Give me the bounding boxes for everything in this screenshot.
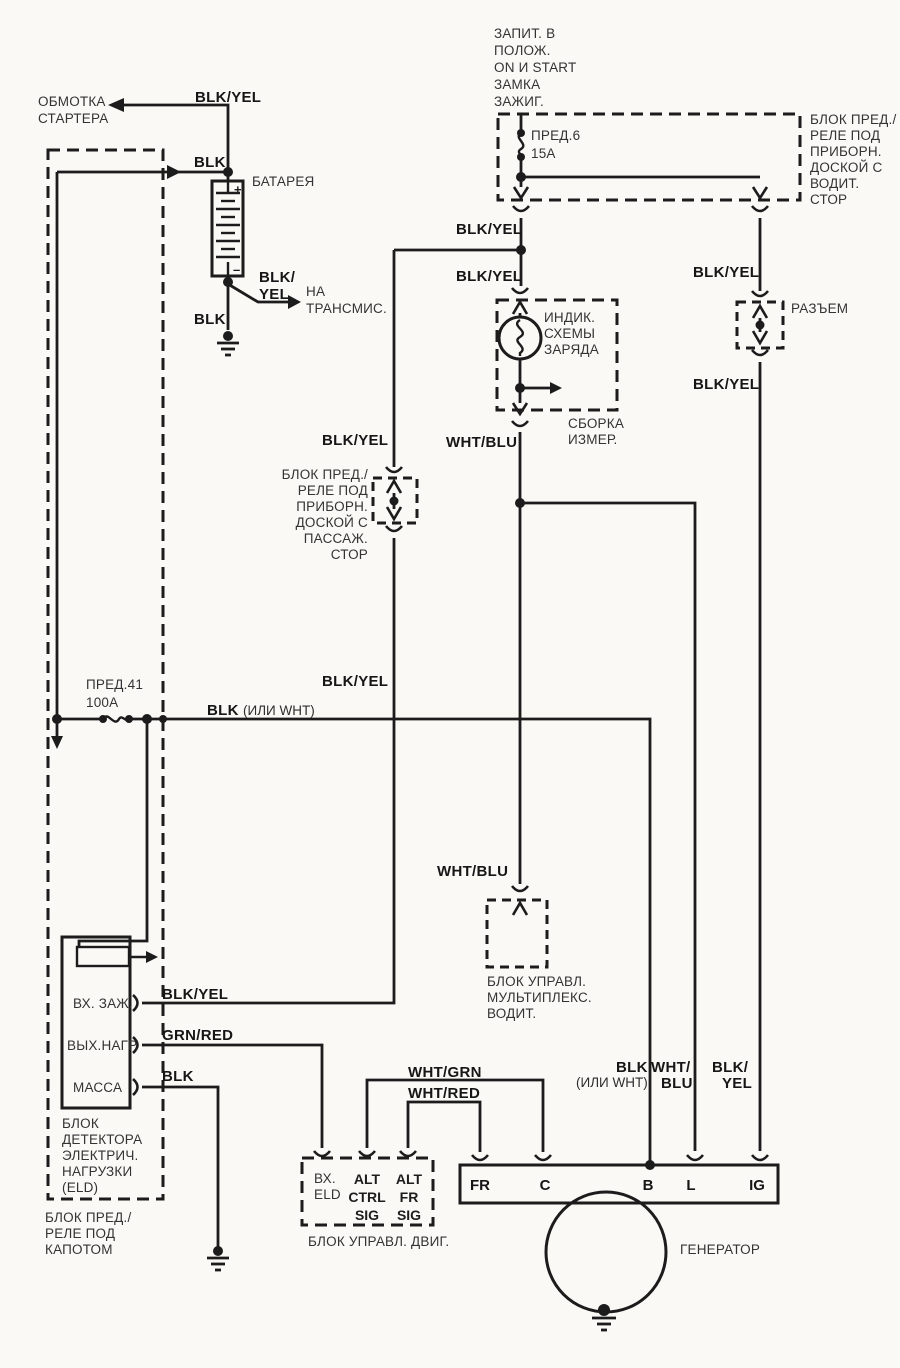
wire-eld-ground-blk <box>142 1087 218 1247</box>
ignition-source-line5: ЗАЖИГ. <box>494 94 544 109</box>
wire-label-blk-eld: BLK <box>162 1068 194 1085</box>
generator-terminal-ig: IG <box>749 1177 765 1194</box>
wire-label-wht-blu-l-2: BLU <box>661 1075 693 1092</box>
ignition-source-line4: ЗАМКА <box>494 77 541 92</box>
eld-label-line1: БЛОК <box>62 1116 99 1131</box>
wire-label-wht-blu-2: WHT/BLU <box>437 863 509 880</box>
wire-wht-red <box>408 1102 480 1152</box>
driver-box-line4: ДОСКОЙ С <box>810 160 883 175</box>
generator-terminal-box <box>460 1165 778 1203</box>
passenger-box-line2: РЕЛЕ ПОД <box>297 483 368 498</box>
wire-label-wht-blu-l-1: WHT/ <box>651 1059 691 1076</box>
passenger-box-line3: ПРИБОРН. <box>296 499 368 514</box>
wire-label-blk-yel-2: BLK/YEL <box>456 268 523 285</box>
charge-indicator-line1: ИНДИК. <box>544 310 596 325</box>
multiplex-line1: БЛОК УПРАВЛ. <box>487 974 587 989</box>
generator <box>460 1165 778 1312</box>
charge-indicator-lamp <box>499 317 541 359</box>
battery-plus-sign: + <box>234 182 242 197</box>
ecu-terminal-altctrl-line2: CTRL <box>348 1189 386 1205</box>
ignition-source-line2: ПОЛОЖ. <box>494 43 551 58</box>
fuse6-name: ПРЕД.6 <box>531 128 581 143</box>
wire-label-blk-yel-ig-2: YEL <box>722 1075 753 1092</box>
eld-label-line5: (ELD) <box>62 1180 99 1195</box>
driver-box-line2: РЕЛЕ ПОД <box>810 128 881 143</box>
ecu-terminal-altctrl-line1: ALT <box>353 1171 381 1187</box>
ecu-terminal-altfr-line2: FR <box>399 1189 419 1205</box>
generator-body <box>546 1192 666 1312</box>
wire-label-blkyel-trans-2: YEL <box>259 286 290 303</box>
wire-label-blk-yel-starter: BLK/YEL <box>195 89 262 106</box>
eld-terminal-gnd: МАССА <box>73 1080 123 1095</box>
starter-label-line2: СТАРТЕРА <box>38 111 109 126</box>
battery-minus-sign: – <box>233 262 241 277</box>
generator-terminal-c: C <box>539 1177 551 1194</box>
wire-label-or-wht-main: (ИЛИ WHT) <box>243 703 315 718</box>
driver-box-line6: СТОР <box>810 192 848 207</box>
wire-label-blk-main: BLK <box>207 702 239 719</box>
eld-terminal-load: ВЫХ.НАГР. <box>67 1038 139 1053</box>
transmission-label-line2: ТРАНСМИС. <box>306 301 387 316</box>
wire-eld-feed <box>79 719 147 947</box>
transmission-arrow <box>288 295 301 309</box>
wire-label-blk-ground: BLK <box>194 311 226 328</box>
battery <box>212 181 243 277</box>
ground-eld <box>207 1246 229 1270</box>
ecu-terminal-altctrl-line3: SIG <box>354 1207 380 1223</box>
eld-label-line3: ЭЛЕКТРИЧ. <box>62 1148 139 1163</box>
wire-label-blkyel-trans-1: BLK/ <box>259 269 296 286</box>
gauge-branch-arrow <box>550 382 562 394</box>
underhood-box-line3: КАПОТОМ <box>45 1242 113 1257</box>
ground-generator <box>592 1304 616 1330</box>
starter-label-line1: ОБМОТКА <box>38 94 106 109</box>
generator-terminal-b: B <box>642 1177 654 1194</box>
wire-label-blk-battery: BLK <box>194 154 226 171</box>
wire-label-wht-red: WHT/RED <box>408 1085 481 1102</box>
wire-blk-yel-to-eld <box>142 538 394 1003</box>
fuse6-amp: 15А <box>531 146 556 161</box>
passenger-box-line6: СТОР <box>330 547 368 562</box>
starter-arrow <box>108 98 124 112</box>
wire-grn-red <box>142 1045 322 1148</box>
wire-label-blk-b: BLK <box>616 1059 648 1076</box>
driver-box-line5: ВОДИТ. <box>810 176 860 191</box>
eld-label-line4: НАГРУЗКИ <box>62 1164 133 1179</box>
wire-label-blk-yel-6: BLK/YEL <box>322 673 389 690</box>
ecu-label: БЛОК УПРАВЛ. ДВИГ. <box>308 1234 450 1249</box>
ecu-terminal-altfr-line3: SIG <box>396 1207 422 1223</box>
eld-terminal-ign: ВХ. ЗАЖ. <box>73 996 133 1011</box>
eld-sensor-arrow <box>146 951 158 963</box>
ecu-terminal-altfr-line1: ALT <box>395 1171 423 1187</box>
ignition-source-line3: ON И START <box>494 60 577 75</box>
wire-label-blk-yel-4: BLK/YEL <box>693 376 760 393</box>
generator-label: ГЕНЕРАТОР <box>680 1242 761 1257</box>
passenger-box-line5: ПАССАЖ. <box>303 531 368 546</box>
underhood-box-line2: РЕЛЕ ПОД <box>45 1226 116 1241</box>
wire-blk-to-b <box>129 719 650 1165</box>
charge-indicator-line3: ЗАРЯДА <box>544 342 599 357</box>
transmission-label-line1: НА <box>306 284 326 299</box>
driver-box-line1: БЛОК ПРЕД./ <box>810 112 897 127</box>
junction-dots <box>52 129 765 1170</box>
wire-label-blk-yel-ig-1: BLK/ <box>712 1059 749 1076</box>
boundary-arrow <box>167 165 181 179</box>
multiplex-line3: ВОДИТ. <box>487 1006 537 1021</box>
ignition-source-line1: ЗАПИТ. В <box>494 26 556 41</box>
continuation-down-arrow <box>51 736 63 749</box>
ecu-terminal-eld-line2: ELD <box>314 1187 341 1202</box>
generator-terminal-l: L <box>686 1177 696 1194</box>
fuse41-name: ПРЕД.41 <box>86 677 144 692</box>
eld-current-sensor <box>77 947 129 966</box>
charge-indicator-line2: СХЕМЫ <box>544 326 596 341</box>
wire-label-blk-yel-3: BLK/YEL <box>693 264 760 281</box>
ecu-terminal-eld-line1: ВХ. <box>314 1171 336 1186</box>
gauge-assembly-line2: ИЗМЕР. <box>568 432 618 447</box>
driver-box-line3: ПРИБОРН. <box>810 144 882 159</box>
wire-wht-blu-to-l <box>520 503 695 1151</box>
wire-label-blk-yel-5: BLK/YEL <box>322 432 389 449</box>
wire-label-blk-yel-1: BLK/YEL <box>456 221 523 238</box>
wire-label-wht-blu-1: WHT/BLU <box>446 434 518 451</box>
wire-label-blk-yel-eld: BLK/YEL <box>162 986 229 1003</box>
passenger-box-line1: БЛОК ПРЕД./ <box>281 467 368 482</box>
connector-label: РАЗЪЕМ <box>791 301 849 316</box>
generator-terminal-fr: FR <box>470 1177 490 1194</box>
wire-label-wht-grn: WHT/GRN <box>408 1064 482 1081</box>
wire-label-or-wht-b: (ИЛИ WHT) <box>576 1075 648 1090</box>
fuse41-amp: 100А <box>86 695 119 710</box>
wire-label-grn-red: GRN/RED <box>162 1027 234 1044</box>
battery-label: БАТАРЕЯ <box>252 174 315 189</box>
ground-battery <box>217 331 239 355</box>
multiplex-line2: МУЛЬТИПЛЕКС. <box>487 990 592 1005</box>
eld-label-line2: ДЕТЕКТОРА <box>62 1132 143 1147</box>
passenger-box-line4: ДОСКОЙ С <box>295 515 368 530</box>
underhood-box-line1: БЛОК ПРЕД./ <box>45 1210 132 1225</box>
gauge-assembly-line1: СБОРКА <box>568 416 625 431</box>
